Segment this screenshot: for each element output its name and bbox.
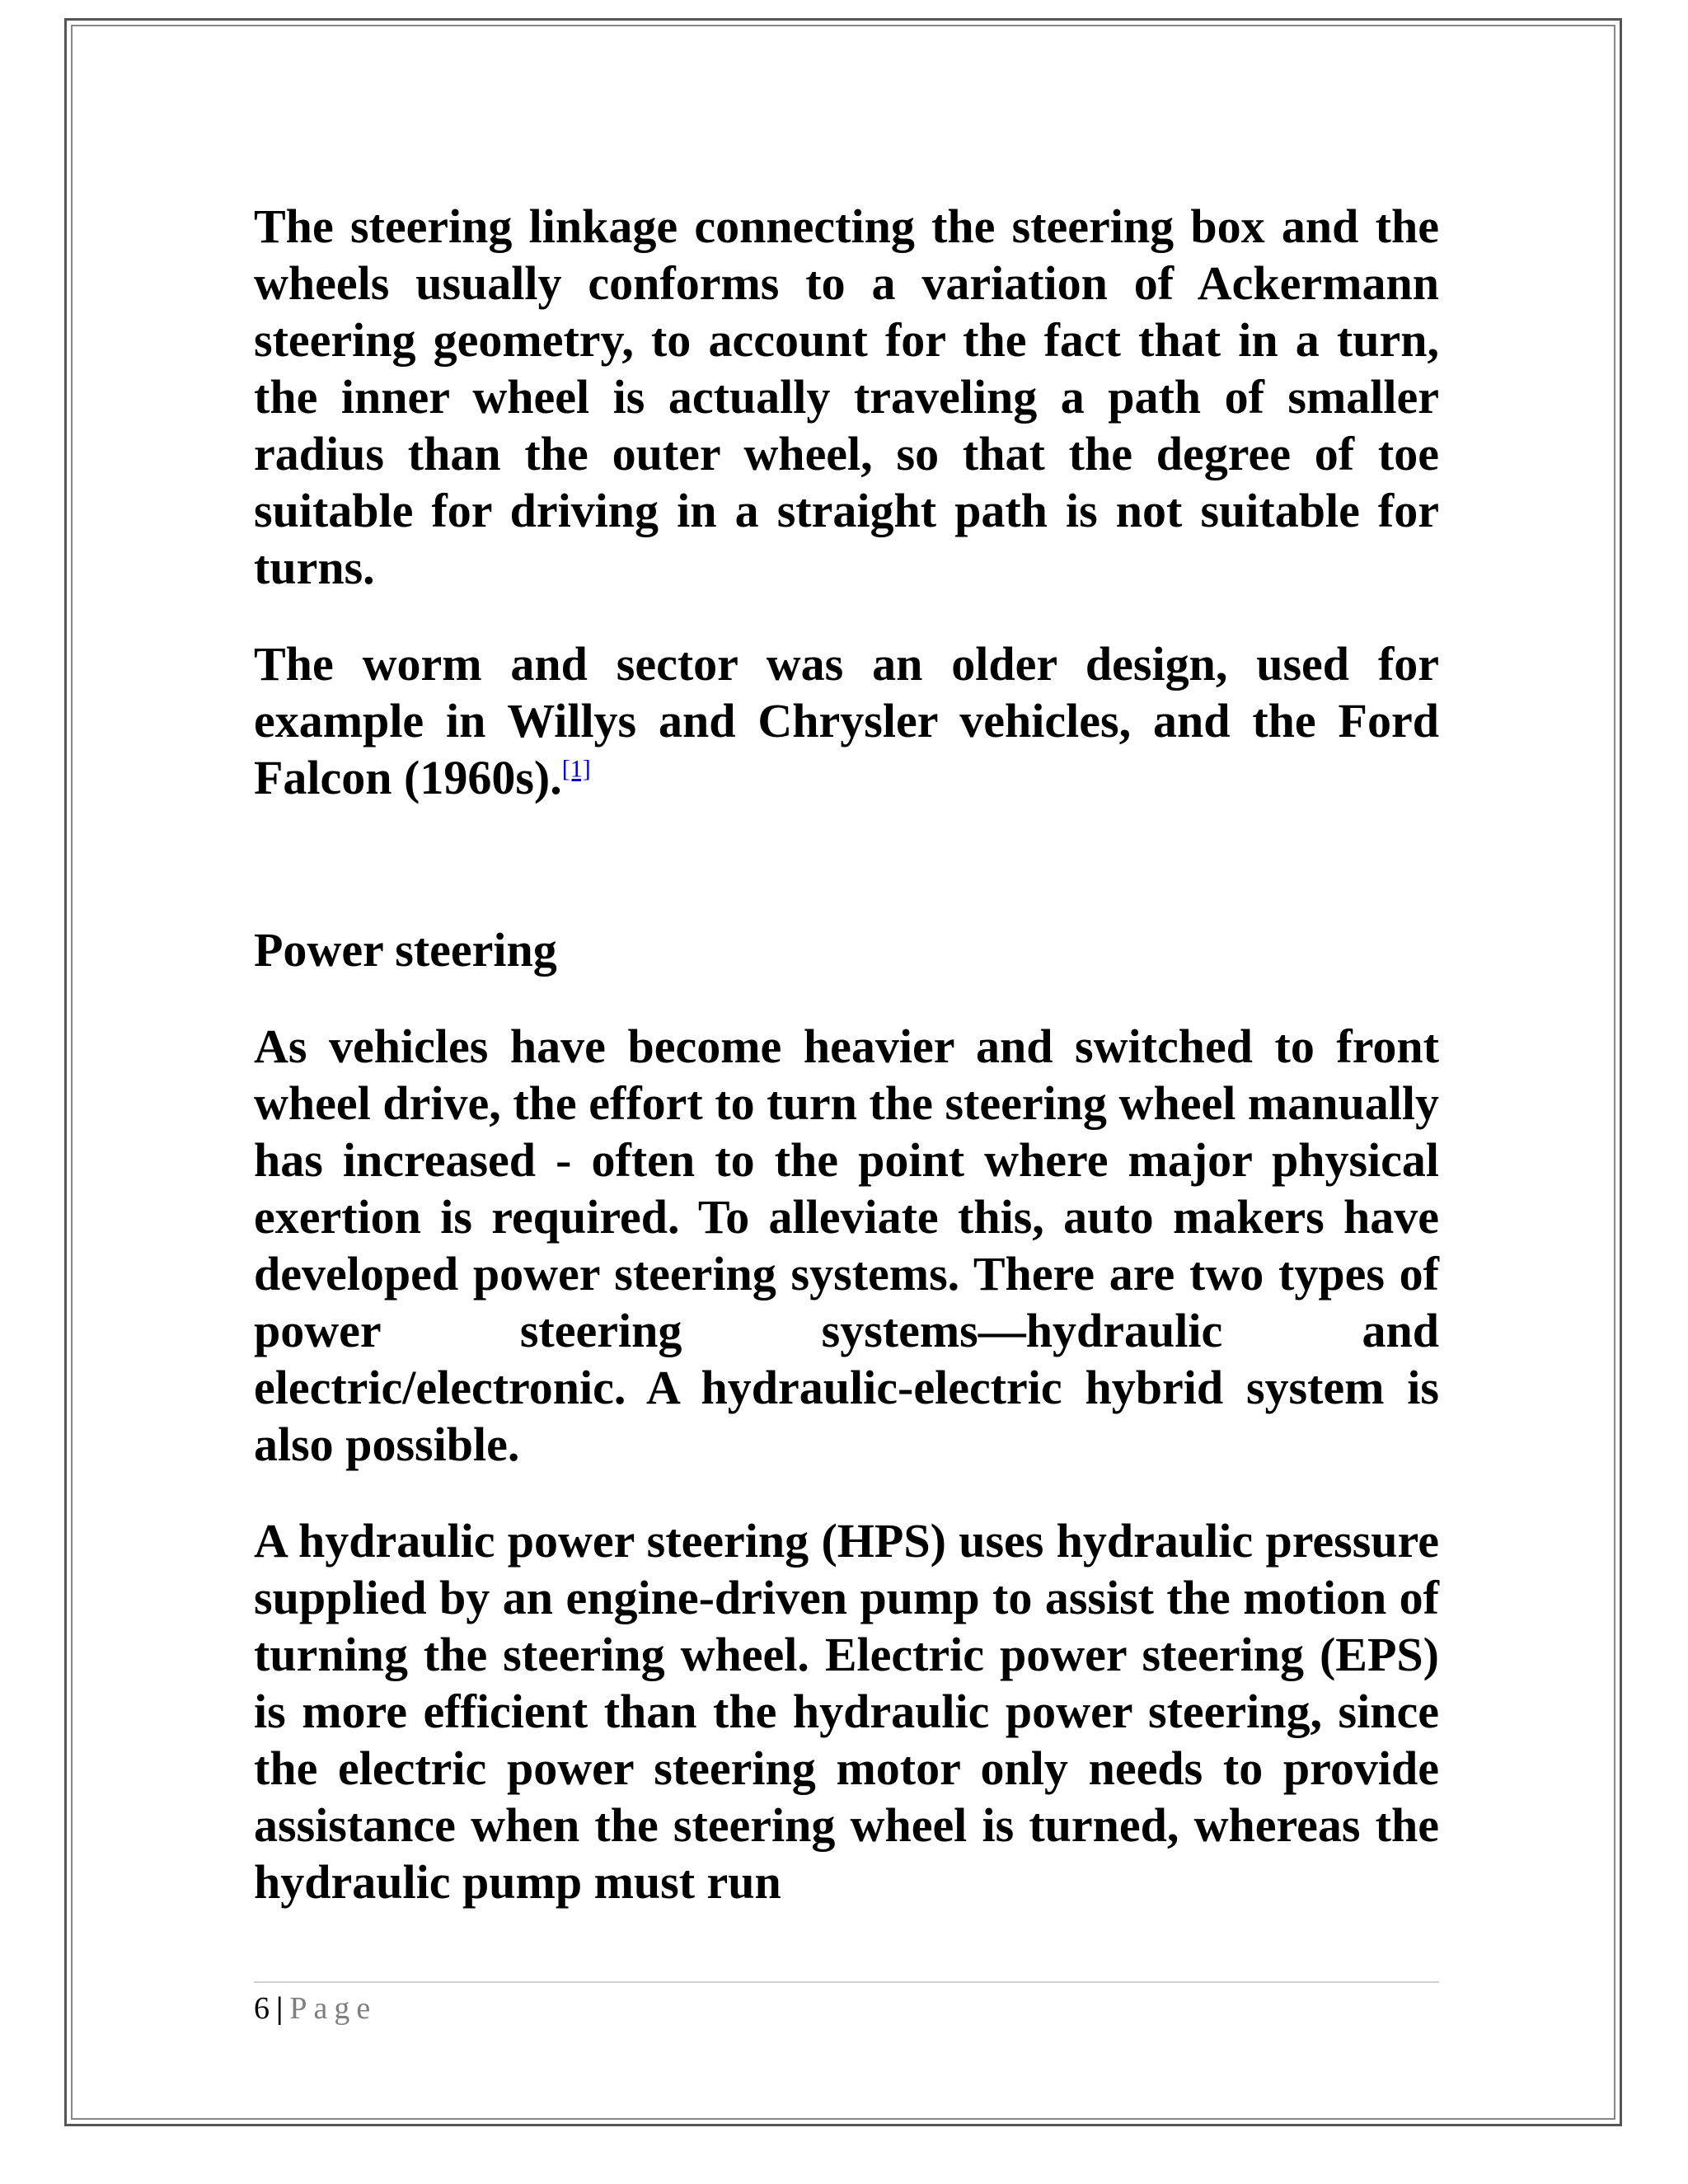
page-label: Page xyxy=(289,1991,377,2026)
paragraph-power-steering-intro: As vehicles have become heavier and switched to front wheel drive, the effort to turn the steering wheel manually has increased - often to the point where major physical exertion is required. To alleviate this, auto makers have developed power steering systems. There are two types of power steering systems—hydraulic and electric/electronic. A hydraulic-electric hybrid system is also possible. xyxy=(254,1019,1439,1471)
paragraph-worm-and-sector xyxy=(254,635,1439,806)
page-footer xyxy=(254,1988,377,2029)
section-heading-power-steering: Power steering xyxy=(254,923,557,977)
page-content xyxy=(254,198,1439,1910)
page-number: 6 xyxy=(254,1991,270,2026)
paragraph-ackermann: The steering linkage connecting the steering box and the wheels usually conforms to a variation of Ackermann steering geometry, to account for the fact that in a turn, the inner wheel is actually traveling a path of smaller radius than the outer wheel, so that the degree of toe suitable for driving in a straight path is not suitable for turns. xyxy=(254,199,1439,594)
footer-divider xyxy=(254,1981,1439,1983)
paragraph-worm-and-sector-text: The worm and sector was an older design, used for example in Willys and Chrysler vehicles, and the Ford Falcon (1960s). xyxy=(254,637,1439,804)
footer-separator: | xyxy=(276,1991,284,2026)
reference-link-1[interactable]: [1] xyxy=(561,755,591,783)
paragraph-hps-eps: A hydraulic power steering (HPS) uses hydraulic pressure supplied by an engine-driven pump to assist the motion of turning the steering wheel. Electric power steering (EPS) is more efficient than the hydraulic power steering, since the electric power steering motor only needs to provide assistance when the steering wheel is turned, whereas the hydraulic pump must run xyxy=(254,1514,1439,1909)
